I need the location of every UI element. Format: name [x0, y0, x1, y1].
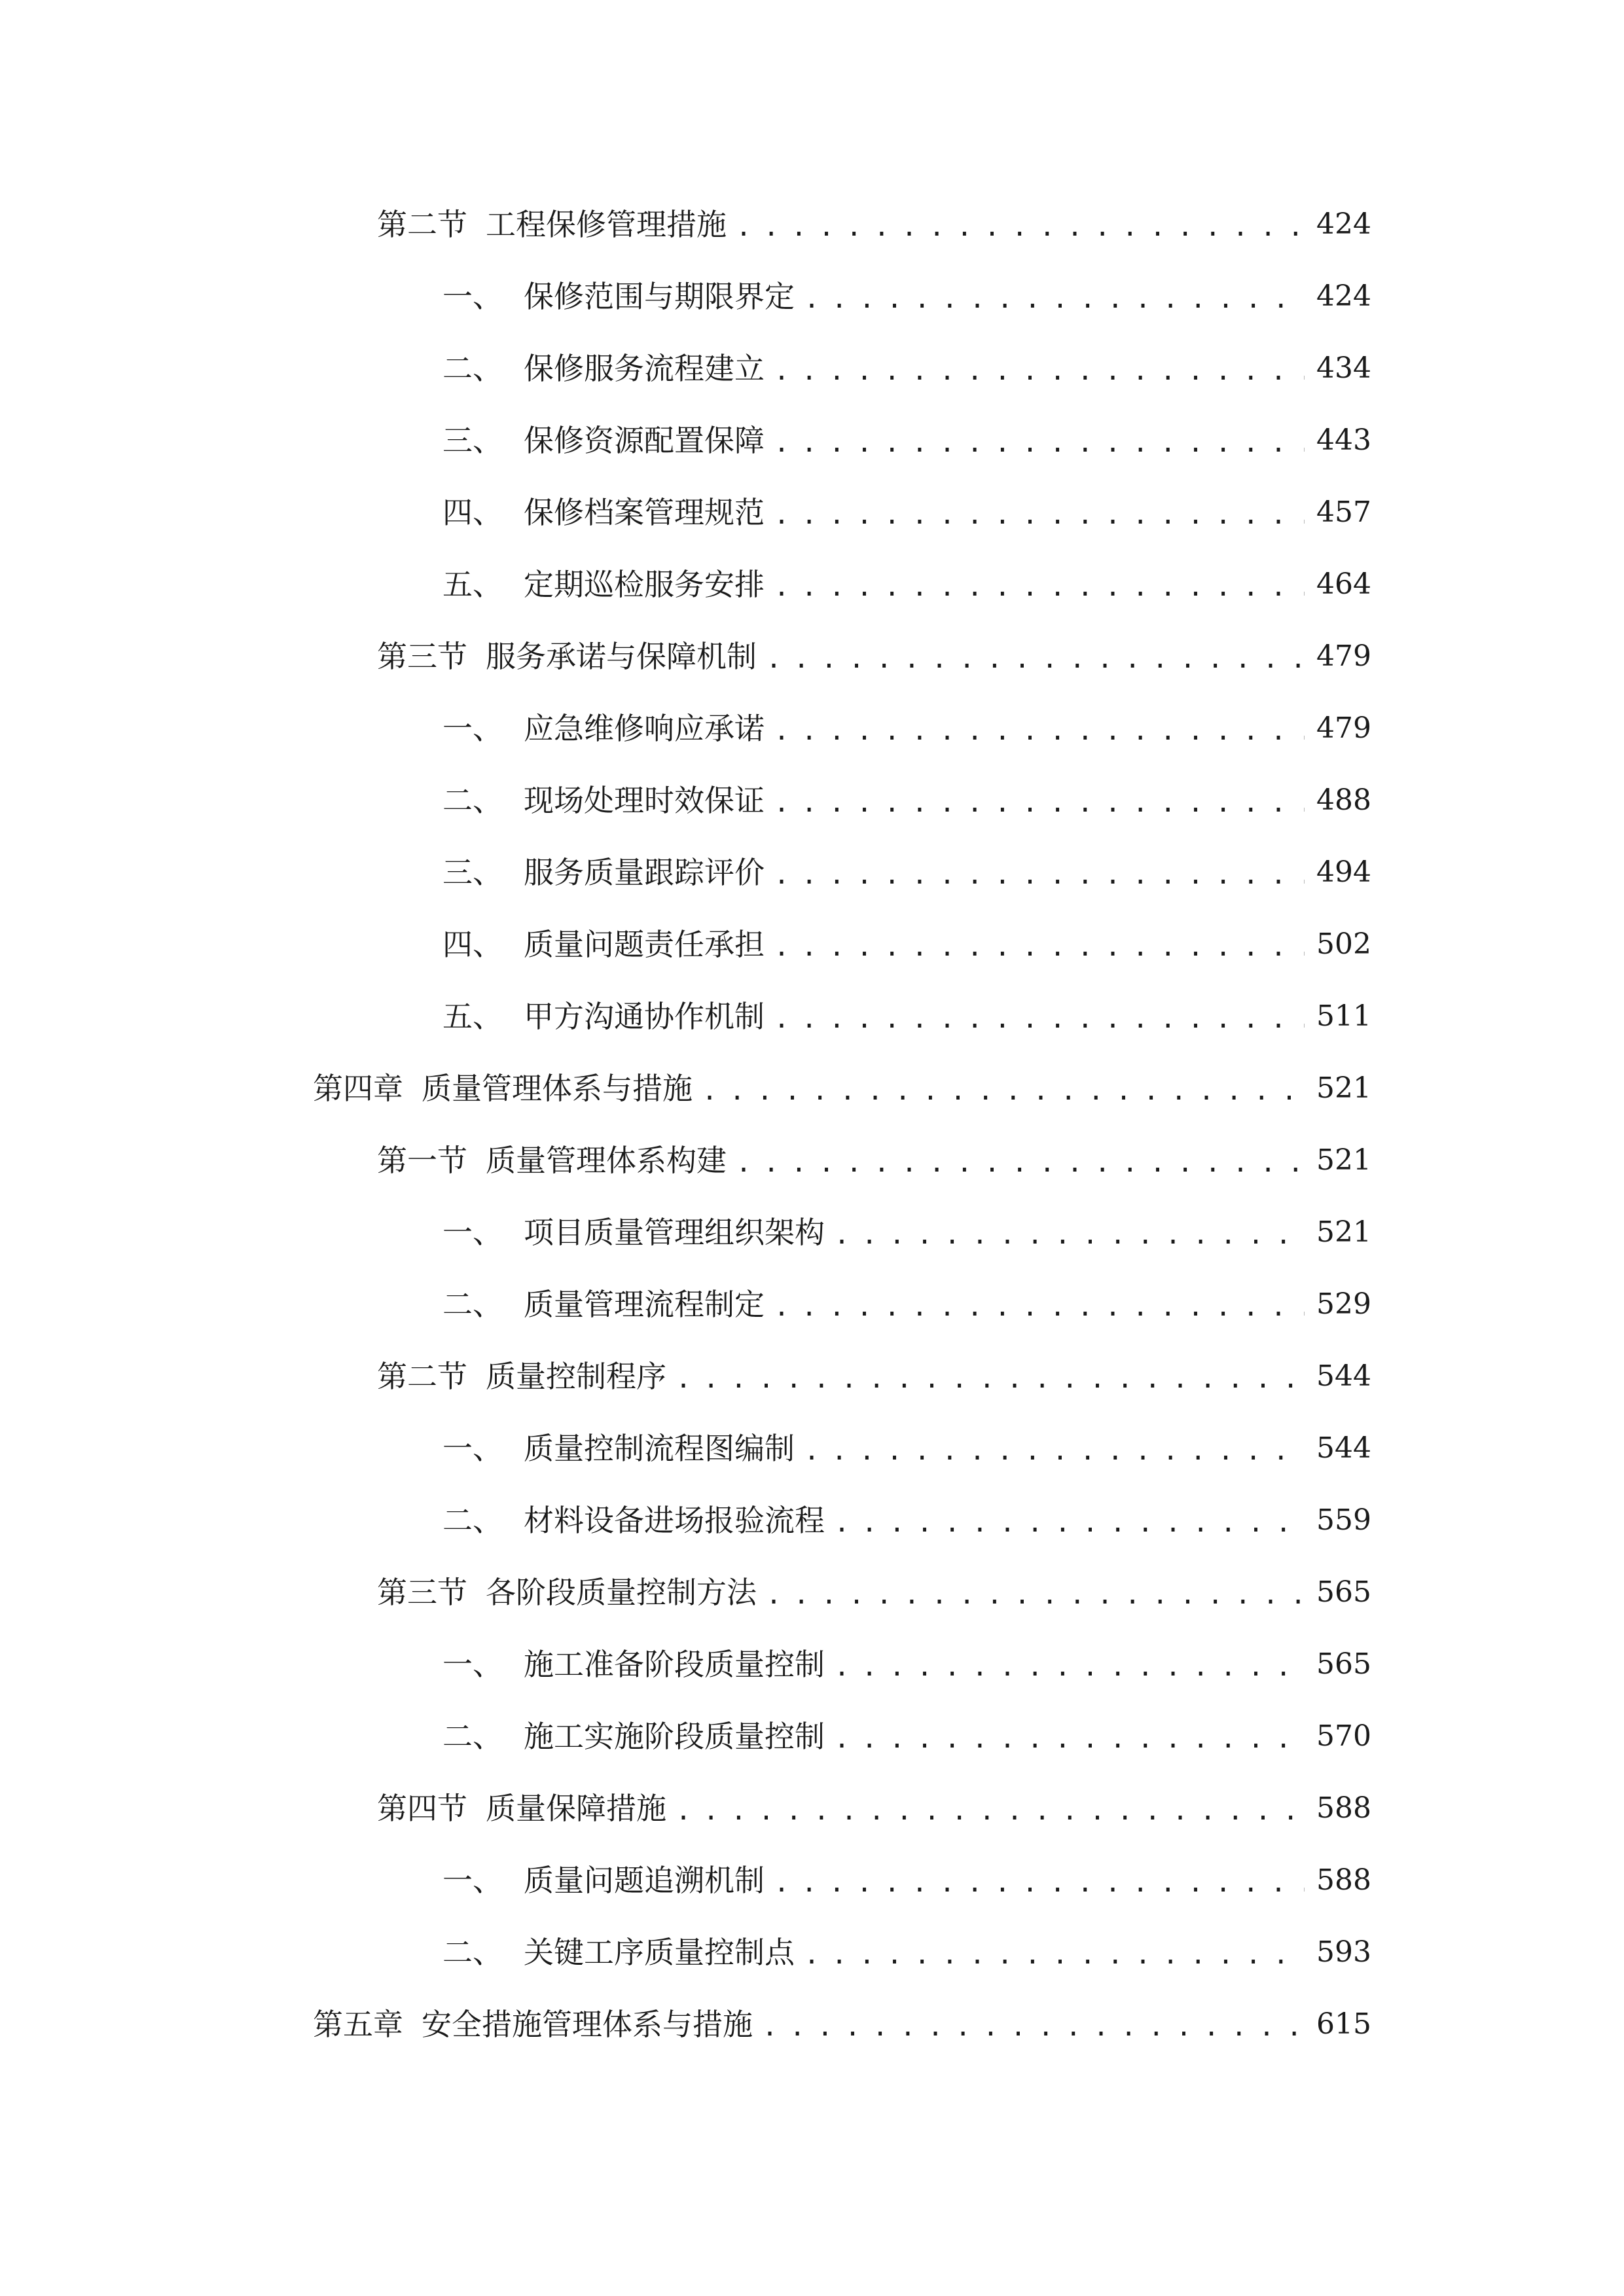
- dot-leader: [736, 214, 1305, 240]
- toc-entry-page: 479: [1316, 711, 1371, 745]
- toc-entry-number: 一、: [442, 279, 503, 314]
- toc-entry-number: 二、: [442, 783, 503, 818]
- toc-entry-title: 工程保修管理措施: [486, 207, 727, 242]
- dot-leader: [774, 502, 1305, 528]
- toc-entry-page: 559: [1316, 1503, 1371, 1537]
- toc-entry-number: 二、: [442, 1719, 503, 1754]
- toc-entry-title: 施工实施阶段质量控制: [524, 1719, 825, 1754]
- toc-entry-page: 443: [1316, 423, 1371, 457]
- dot-leader: [774, 862, 1305, 888]
- toc-entry-page: 570: [1316, 1719, 1371, 1753]
- dot-leader: [766, 646, 1305, 672]
- toc-entry-number: 一、: [442, 1647, 503, 1682]
- toc-entry-item[interactable]: [0, 980, 1624, 1052]
- toc-entry-item[interactable]: [0, 260, 1624, 332]
- toc-entry-number: 二、: [442, 351, 503, 386]
- dot-leader: [834, 1726, 1305, 1752]
- toc-entry-page: 494: [1316, 855, 1371, 889]
- toc-entry-title: 质量管理体系构建: [486, 1143, 727, 1178]
- toc-entry-title: 甲方沟通协作机制: [524, 999, 765, 1034]
- toc-entry-title: 质量保障措施: [486, 1791, 666, 1826]
- toc-entry-page: 434: [1316, 351, 1371, 385]
- dot-leader: [774, 1006, 1305, 1032]
- toc-entry-item[interactable]: [0, 332, 1624, 404]
- toc-entry-item[interactable]: [0, 1916, 1624, 1988]
- toc-entry-number: 三、: [442, 855, 503, 890]
- toc-entry-title: 服务承诺与保障机制: [486, 639, 757, 674]
- toc-entry-number: 二、: [442, 1935, 503, 1970]
- toc-entry-number: 二、: [442, 1287, 503, 1322]
- toc-entry-page: 488: [1316, 783, 1371, 817]
- toc-entry-page: 588: [1316, 1791, 1371, 1825]
- dot-leader: [804, 286, 1305, 312]
- toc-entry-item[interactable]: [0, 1484, 1624, 1556]
- toc-entry-title: 材料设备进场报验流程: [524, 1503, 825, 1538]
- toc-entry-page: 424: [1316, 207, 1371, 241]
- toc-entry-section[interactable]: [0, 1340, 1624, 1412]
- toc-entry-section[interactable]: [0, 620, 1624, 692]
- toc-entry-number: 五、: [442, 999, 503, 1034]
- dot-leader: [676, 1366, 1305, 1392]
- toc-entry-number: 第三节: [377, 1575, 467, 1610]
- toc-entry-item[interactable]: [0, 476, 1624, 548]
- toc-entry-page: 544: [1316, 1431, 1371, 1465]
- toc-entry-page: 511: [1316, 999, 1371, 1033]
- toc-entry-item[interactable]: [0, 764, 1624, 836]
- toc-entry-page: 521: [1316, 1215, 1371, 1249]
- toc-entry-page: 593: [1316, 1935, 1371, 1969]
- dot-leader: [702, 1078, 1305, 1104]
- toc-entry-title: 现场处理时效保证: [524, 783, 765, 818]
- toc-entry-page: 502: [1316, 927, 1371, 961]
- toc-entry-item[interactable]: [0, 836, 1624, 908]
- toc-entry-item[interactable]: [0, 1700, 1624, 1772]
- toc-entry-section[interactable]: [0, 1556, 1624, 1628]
- toc-entry-number: 二、: [442, 1503, 503, 1538]
- dot-leader: [774, 574, 1305, 600]
- toc-entry-item[interactable]: [0, 1268, 1624, 1340]
- dot-leader: [774, 358, 1305, 384]
- toc-entry-title: 质量控制程序: [486, 1359, 666, 1394]
- toc-entry-page: 464: [1316, 567, 1371, 601]
- dot-leader: [766, 1582, 1305, 1608]
- toc-entry-title: 质量问题追溯机制: [524, 1863, 765, 1898]
- toc-entry-item[interactable]: [0, 1844, 1624, 1916]
- toc-entry-section[interactable]: [0, 1772, 1624, 1844]
- toc-entry-title: 定期巡检服务安排: [524, 567, 765, 602]
- dot-leader: [774, 718, 1305, 744]
- toc-entry-number: 四、: [442, 927, 503, 962]
- dot-leader: [834, 1654, 1305, 1680]
- dot-leader: [736, 1150, 1305, 1176]
- toc-entry-number: 第五章: [313, 2007, 403, 2042]
- toc-entry-section[interactable]: [0, 1124, 1624, 1196]
- toc-entry-item[interactable]: [0, 1628, 1624, 1700]
- toc-entry-page: 565: [1316, 1647, 1371, 1681]
- toc-entry-number: 一、: [442, 1431, 503, 1466]
- toc-entry-page: 529: [1316, 1287, 1371, 1321]
- toc-entry-section[interactable]: [0, 188, 1624, 260]
- toc-entry-number: 第一节: [377, 1143, 467, 1178]
- toc-entry-title: 应急维修响应承诺: [524, 711, 765, 746]
- toc-entry-title: 项目质量管理组织架构: [524, 1215, 825, 1250]
- toc-entry-chapter[interactable]: [0, 1052, 1624, 1124]
- dot-leader: [762, 2014, 1305, 2040]
- toc-entry-title: 施工准备阶段质量控制: [524, 1647, 825, 1682]
- toc-entry-number: 一、: [442, 1215, 503, 1250]
- toc-entry-title: 服务质量跟踪评价: [524, 855, 765, 890]
- toc-entry-page: 588: [1316, 1863, 1371, 1897]
- toc-entry-page: 544: [1316, 1359, 1371, 1393]
- toc-entry-title: 保修范围与期限界定: [524, 279, 795, 314]
- dot-leader: [774, 934, 1305, 960]
- toc-entry-page: 457: [1316, 495, 1371, 529]
- toc-entry-title: 质量控制流程图编制: [524, 1431, 795, 1466]
- toc-entry-title: 质量管理流程制定: [524, 1287, 765, 1322]
- toc-entry-number: 第四章: [313, 1071, 403, 1106]
- dot-leader: [774, 1870, 1305, 1896]
- toc-entry-number: 一、: [442, 711, 503, 746]
- dot-leader: [676, 1798, 1305, 1824]
- toc-entry-item[interactable]: [0, 548, 1624, 620]
- toc-entry-title: 质量管理体系与措施: [422, 1071, 693, 1106]
- toc-entry-number: 一、: [442, 1863, 503, 1898]
- toc-entry-item[interactable]: [0, 1412, 1624, 1484]
- toc-entry-page: 565: [1316, 1575, 1371, 1609]
- toc-entry-number: 第二节: [377, 1359, 467, 1394]
- toc-entry-title: 保修资源配置保障: [524, 423, 765, 458]
- toc-entry-item[interactable]: [0, 1196, 1624, 1268]
- toc-entry-number: 五、: [442, 567, 503, 602]
- dot-leader: [834, 1222, 1305, 1248]
- toc-entry-number: 第二节: [377, 207, 467, 242]
- toc-entry-page: 521: [1316, 1143, 1371, 1177]
- toc-entry-item[interactable]: [0, 404, 1624, 476]
- toc-entry-title: 质量问题责任承担: [524, 927, 765, 962]
- dot-leader: [834, 1510, 1305, 1536]
- toc-entry-number: 三、: [442, 423, 503, 458]
- dot-leader: [804, 1942, 1305, 1968]
- toc-entry-title: 保修档案管理规范: [524, 495, 765, 530]
- toc-entry-number: 四、: [442, 495, 503, 530]
- dot-leader: [804, 1438, 1305, 1464]
- dot-leader: [774, 430, 1305, 456]
- toc-entry-page: 479: [1316, 639, 1371, 673]
- table-of-contents: [0, 188, 1624, 2060]
- toc-entry-page: 615: [1316, 2007, 1371, 2041]
- toc-entry-number: 第四节: [377, 1791, 467, 1826]
- toc-entry-chapter[interactable]: [0, 1988, 1624, 2060]
- toc-entry-item[interactable]: [0, 908, 1624, 980]
- dot-leader: [774, 1294, 1305, 1320]
- toc-entry-title: 各阶段质量控制方法: [486, 1575, 757, 1610]
- dot-leader: [774, 790, 1305, 816]
- toc-entry-title: 关键工序质量控制点: [524, 1935, 795, 1970]
- toc-entry-title: 保修服务流程建立: [524, 351, 765, 386]
- toc-entry-page: 424: [1316, 279, 1371, 313]
- toc-entry-item[interactable]: [0, 692, 1624, 764]
- toc-entry-page: 521: [1316, 1071, 1371, 1105]
- toc-entry-title: 安全措施管理体系与措施: [422, 2007, 753, 2042]
- toc-entry-number: 第三节: [377, 639, 467, 674]
